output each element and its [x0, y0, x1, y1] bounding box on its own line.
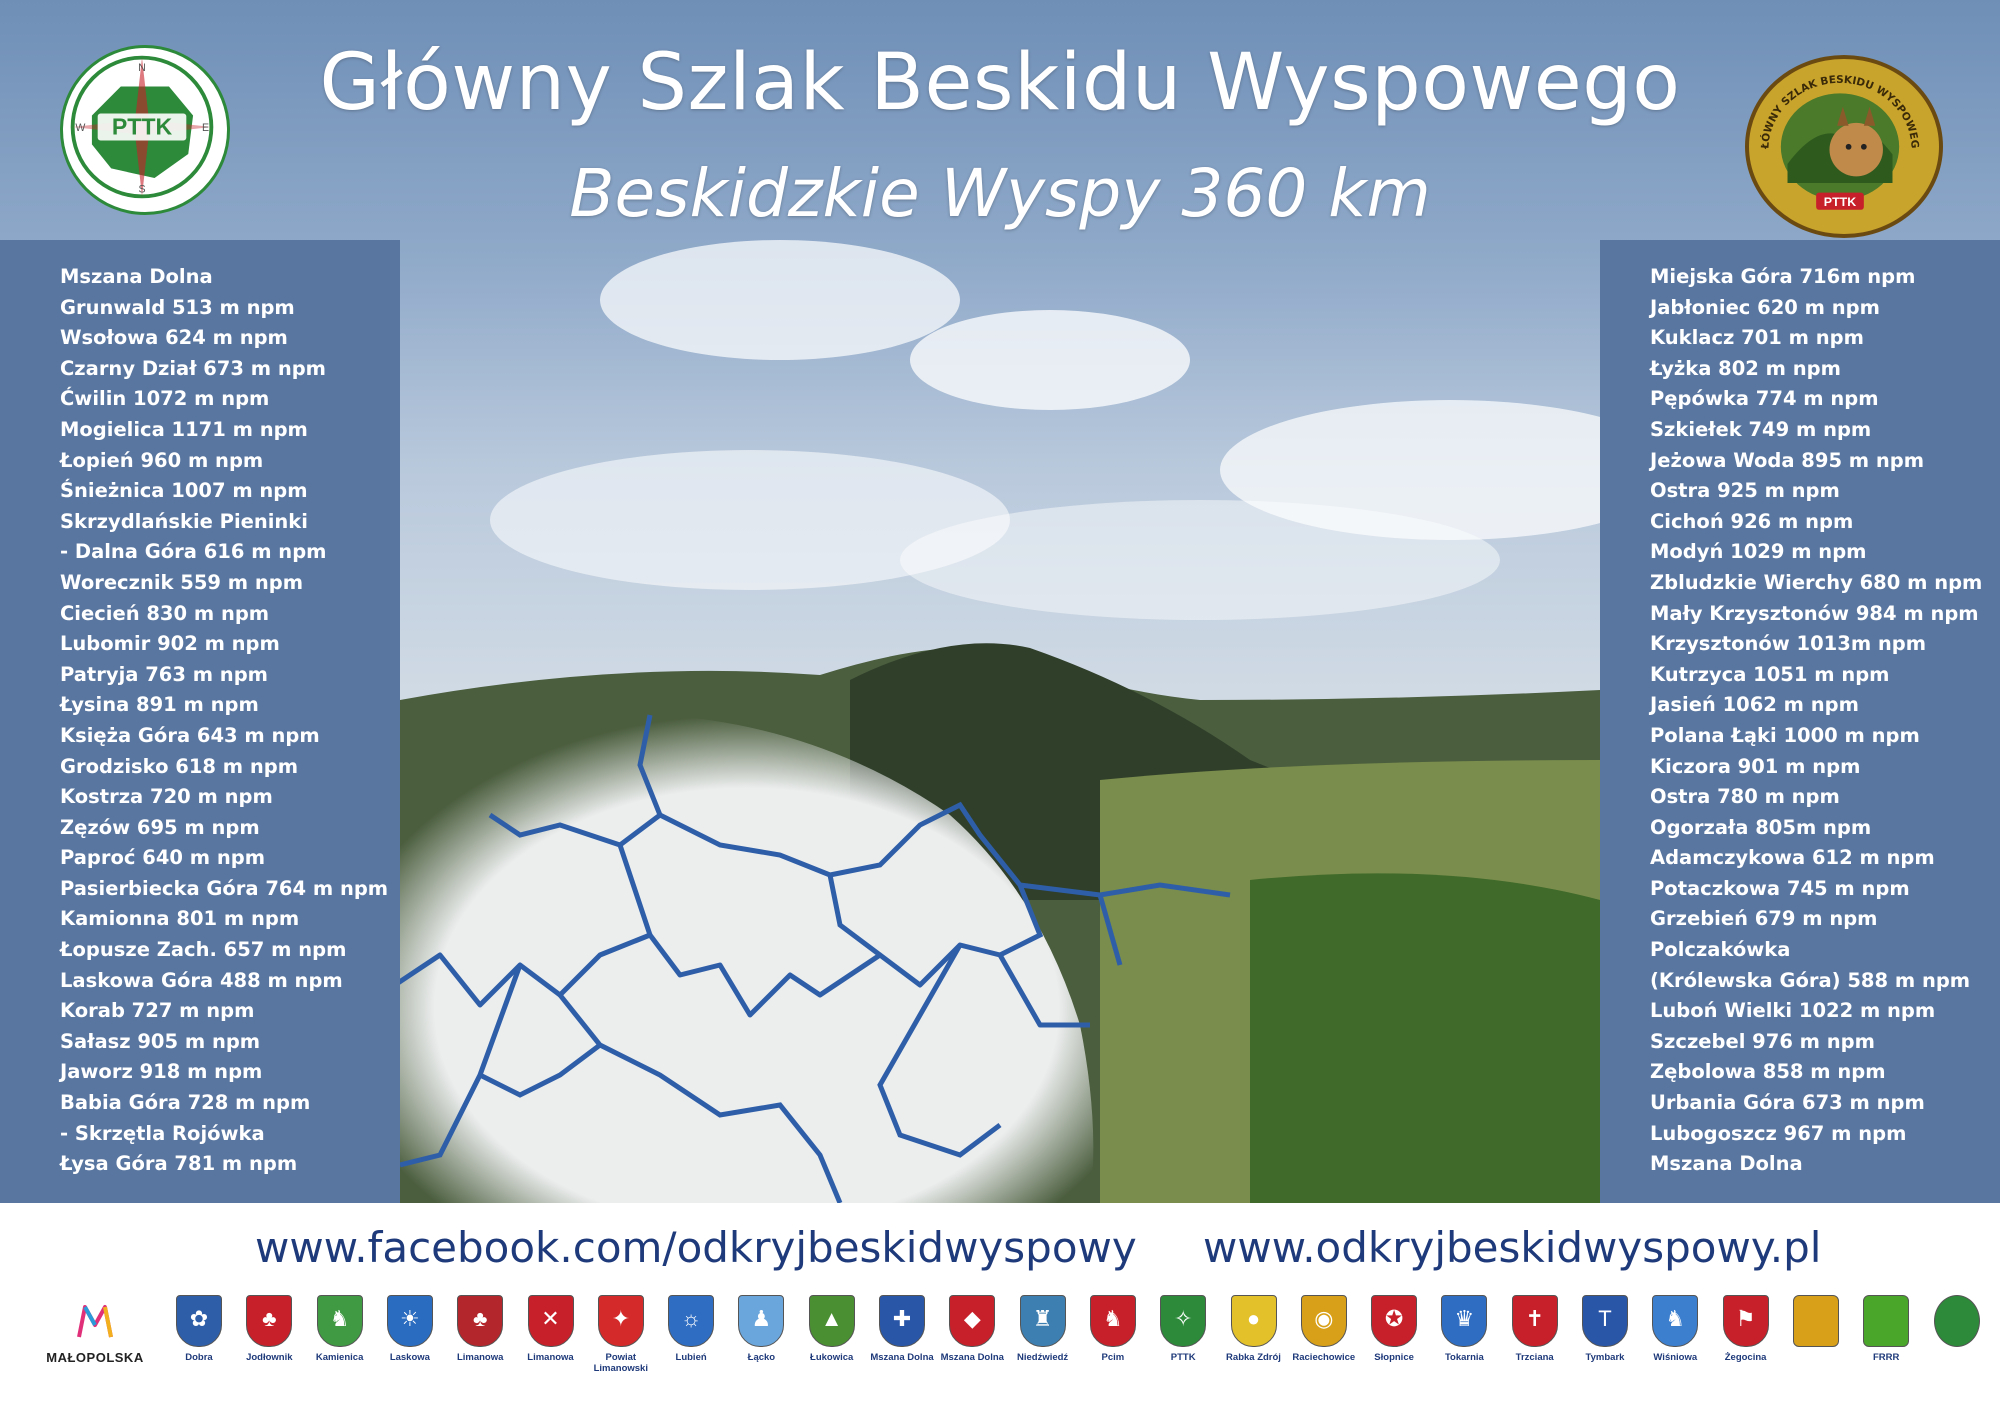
coat-of-arms-icon: [457, 1295, 503, 1347]
left-peak-item: Laskowa Góra 488 m npm: [60, 968, 343, 992]
coat-of-arms-icon: [1652, 1295, 1698, 1347]
crest-name: Łącko: [747, 1352, 776, 1363]
right-peak-item: Kuklacz 701 m npm: [1650, 326, 1864, 350]
crest-name: Mszana Dolna: [870, 1352, 934, 1363]
crest-glyph: ☀: [400, 1306, 420, 1331]
crest-name: Tokarnia: [1444, 1352, 1484, 1363]
coat-of-arms-icon: [1020, 1295, 1066, 1347]
crest-20: [1571, 1295, 1639, 1363]
left-peak-item: Worecznik 559 m npm: [60, 570, 304, 594]
right-peak-item: (Królewska Góra) 588 m npm: [1650, 968, 1971, 992]
crest-glyph: ✿: [189, 1306, 209, 1331]
compass-s: S: [138, 183, 146, 196]
crest-glyph: ✝: [1525, 1306, 1544, 1331]
crest-2: [306, 1295, 374, 1363]
left-peak-item: Kostrza 720 m npm: [60, 785, 273, 809]
left-peak-item: Łysina 891 m npm: [60, 693, 259, 717]
right-peak-item: Polczakówka: [1650, 938, 1791, 962]
crest-18: [1430, 1295, 1498, 1363]
crest-name: Powiat Limanowski: [593, 1352, 648, 1374]
right-peak-item: Pępówka 774 m npm: [1650, 387, 1879, 411]
coat-of-arms-icon: [1441, 1295, 1487, 1347]
crest-glyph: ▲: [820, 1306, 843, 1331]
crest-14: [1149, 1295, 1217, 1363]
crest-glyph: ◆: [963, 1306, 981, 1331]
left-peak-item: Sałasz 905 m npm: [60, 1029, 261, 1053]
coat-of-arms-icon: [246, 1295, 292, 1347]
coat-of-arms-icon: [879, 1295, 925, 1347]
crest-glyph: ♞: [1103, 1306, 1123, 1331]
right-peak-item: Zębolowa 858 m npm: [1650, 1060, 1886, 1084]
coat-of-arms-icon: [1371, 1295, 1417, 1347]
frrr-logo: [1852, 1295, 1920, 1363]
crest-16: [1290, 1295, 1358, 1363]
crests-row: [165, 1295, 1995, 1415]
crest-name: Limanowa: [527, 1352, 574, 1363]
right-peak-item: Grzebień 679 m npm: [1650, 907, 1878, 931]
right-peak-item: Jeżowa Woda 895 m npm: [1650, 448, 1925, 472]
trail-map: [400, 695, 1300, 1203]
right-peak-item: Modyń 1029 m npm: [1650, 540, 1867, 564]
left-peak-item: Korab 727 m npm: [60, 999, 255, 1023]
left-peak-item: Babia Góra 728 m npm: [60, 1091, 311, 1115]
crest-name: Trzciana: [1515, 1352, 1554, 1363]
right-peak-item: Potaczkowa 745 m npm: [1650, 876, 1910, 900]
coat-of-arms-icon: [1723, 1295, 1769, 1347]
right-peak-item: Adamczykowa 612 m npm: [1650, 846, 1935, 870]
coat-of-arms-icon: [387, 1295, 433, 1347]
forest-service-logo-icon: [1934, 1295, 1980, 1347]
left-peak-item: Łopusze Zach. 657 m npm: [60, 938, 347, 962]
badge-bottom-text: PTTK: [1823, 194, 1857, 209]
crest-11: [938, 1295, 1006, 1363]
crest-glyph: ♣: [262, 1306, 277, 1331]
left-peak-item: Grunwald 513 m npm: [60, 295, 295, 319]
coat-of-arms-icon: [668, 1295, 714, 1347]
crest-glyph: ☼: [681, 1306, 702, 1331]
crest-glyph: ✕: [541, 1306, 560, 1331]
left-peak-item: - Skrzętla Rojówka: [60, 1121, 265, 1145]
right-peak-item: Zbludzkie Wierchy 680 m npm: [1650, 570, 1983, 594]
crest-22: [1712, 1295, 1780, 1363]
right-peak-item: Ostra 780 m npm: [1650, 785, 1840, 809]
left-peak-item: Księża Góra 643 m npm: [60, 723, 320, 747]
page-title: Główny Szlak Beskidu Wyspowego: [319, 38, 1681, 128]
right-peak-item: Szkiełek 749 m npm: [1650, 417, 1872, 441]
left-peak-item: Grodzisko 618 m npm: [60, 754, 299, 778]
right-peak-item: Ogorzała 805m npm: [1650, 815, 1872, 839]
crest-glyph: ♞: [1665, 1306, 1686, 1331]
crest-glyph: ✚: [892, 1306, 912, 1331]
left-peak-item: Mszana Dolna: [60, 265, 213, 288]
crest-1: [235, 1295, 303, 1363]
left-peak-item: Jaworz 918 m npm: [60, 1060, 263, 1084]
right-peak-item: Cichoń 926 m npm: [1650, 509, 1854, 533]
crest-name: Tymbark: [1585, 1352, 1625, 1363]
coat-of-arms-icon: [598, 1295, 644, 1347]
crest-name: Żegocina: [1724, 1352, 1767, 1363]
right-peak-item: Kiczora 901 m npm: [1650, 754, 1861, 778]
crest-glyph: ♛: [1454, 1306, 1475, 1331]
right-peaks-list: [1600, 240, 2000, 1180]
right-peak-item: Lubogoszcz 967 m npm: [1650, 1121, 1907, 1145]
compass-n: N: [138, 62, 146, 75]
right-peak-item: Jasień 1062 m npm: [1650, 693, 1859, 717]
crest-name: Słopnice: [1374, 1352, 1414, 1363]
crest-glyph: T: [1598, 1306, 1612, 1331]
left-peak-item: Kamionna 801 m npm: [60, 907, 300, 931]
crest-name: Pcim: [1101, 1352, 1125, 1363]
crest-glyph: ●: [1246, 1306, 1261, 1331]
crest-name: Wiśniowa: [1653, 1352, 1698, 1363]
forest-service-logo: [1923, 1295, 1991, 1352]
coat-of-arms-icon: [1582, 1295, 1628, 1347]
crest-name: Niedźwiedź: [1016, 1352, 1069, 1363]
coat-of-arms-icon: [949, 1295, 995, 1347]
left-peak-item: Lubomir 902 m npm: [60, 632, 280, 656]
compass-icon: [63, 48, 221, 206]
badge-ring-text: ŁÓWNY SZLAK BESKIDU WYSPOWEG: [1759, 73, 1921, 150]
coat-of-arms-icon: [1231, 1295, 1277, 1347]
mountain-badge-logo: [1782, 1295, 1850, 1352]
crest-name: Dobra: [185, 1352, 213, 1363]
crest-15: [1220, 1295, 1288, 1363]
crest-21: [1641, 1295, 1709, 1363]
right-peak-item: Krzysztonów 1013m npm: [1650, 632, 1927, 656]
crest-name: Limanowa: [456, 1352, 504, 1363]
footer-band: [0, 1203, 2000, 1423]
right-peak-item: Ostra 925 m npm: [1650, 479, 1840, 503]
crest-0: [165, 1295, 233, 1363]
right-peak-item: Łyżka 802 m npm: [1650, 356, 1841, 380]
left-peaks-panel: [0, 240, 400, 1203]
right-peak-item: Mszana Dolna: [1650, 1152, 1803, 1176]
mountain-badge-logo-icon: [1793, 1295, 1839, 1347]
left-peak-item: Łysa Góra 781 m npm: [60, 1152, 298, 1176]
crest-name: Kamienica: [315, 1352, 364, 1363]
crest-name: Rabka Zdrój: [1226, 1352, 1281, 1363]
pttk-logo-text: PTTK: [111, 113, 173, 140]
crest-name: PTTK: [1170, 1352, 1196, 1363]
crest-glyph: ✪: [1384, 1306, 1404, 1331]
right-peak-item: Urbania Góra 673 m npm: [1650, 1091, 1925, 1115]
compass-w: W: [75, 121, 86, 134]
crest-name: Mszana Dolna: [940, 1352, 1004, 1363]
malopolska-label: MAŁOPOLSKA: [46, 1350, 144, 1365]
crest-13: [1079, 1295, 1147, 1363]
crest-12: [1009, 1295, 1077, 1363]
pttk-compass-logo: [60, 45, 230, 215]
left-peak-item: Mogielica 1171 m npm: [60, 417, 308, 441]
right-peak-item: Jabłoniec 620 m npm: [1650, 295, 1880, 319]
crest-17: [1360, 1295, 1428, 1363]
coat-of-arms-icon: [738, 1295, 784, 1347]
crest-5: [517, 1295, 585, 1363]
coat-of-arms-icon: [809, 1295, 855, 1347]
website-link[interactable]: www.odkryjbeskidwyspowy.pl: [1203, 1223, 1822, 1272]
coat-of-arms-icon: [1090, 1295, 1136, 1347]
malopolska-icon: [75, 1301, 115, 1341]
crest-name: Lubień: [675, 1352, 707, 1363]
crest-glyph: ✧: [1173, 1306, 1193, 1331]
left-peak-item: Patryja 763 m npm: [60, 662, 268, 686]
crest-glyph: ♣: [472, 1306, 488, 1331]
coat-of-arms-icon: [1301, 1295, 1347, 1347]
crest-8: [727, 1295, 795, 1363]
lynx-icon: [1749, 59, 1931, 226]
malopolska-logo: [40, 1301, 150, 1365]
left-peak-item: Skrzydlańskie Pieninki: [60, 509, 308, 533]
crest-name: Laskowa: [389, 1352, 430, 1363]
left-peak-item: Łopień 960 m npm: [60, 448, 264, 472]
left-peaks-list: [0, 240, 400, 1180]
crest-9: [798, 1295, 866, 1363]
left-peak-item: Śnieżnica 1007 m npm: [60, 479, 308, 503]
right-peak-item: Miejska Góra 716m npm: [1650, 265, 1916, 288]
right-peak-item: Szczebel 976 m npm: [1650, 1029, 1875, 1053]
crest-glyph: ◉: [1314, 1306, 1334, 1331]
right-peak-item: Polana Łąki 1000 m npm: [1650, 723, 1920, 747]
left-peak-item: - Dalna Góra 616 m npm: [60, 540, 327, 564]
crest-7: [657, 1295, 725, 1363]
crest-6: [587, 1295, 655, 1374]
crest-name: Łukowica: [810, 1352, 854, 1363]
crest-glyph: ✦: [611, 1306, 631, 1331]
left-peak-item: Czarny Dział 673 m npm: [60, 356, 326, 380]
coat-of-arms-icon: [176, 1295, 222, 1347]
crest-10: [868, 1295, 936, 1363]
crest-glyph: ♜: [1032, 1306, 1053, 1331]
coat-of-arms-icon: [1160, 1295, 1206, 1347]
left-peak-item: Paproć 640 m npm: [60, 846, 266, 870]
crest-glyph: ♟: [751, 1306, 772, 1331]
right-peaks-panel: [1600, 240, 2000, 1203]
left-peak-item: Ciecień 830 m npm: [60, 601, 270, 625]
page-subtitle: Beskidzkie Wyspy 360 km: [569, 155, 1431, 232]
facebook-link[interactable]: www.facebook.com/odkryjbeskidwyspowy: [255, 1223, 1137, 1272]
crest-glyph: ♞: [329, 1306, 350, 1331]
crest-4: [446, 1295, 514, 1363]
crest-name: Raciechowice: [1292, 1352, 1356, 1363]
coat-of-arms-icon: [1512, 1295, 1558, 1347]
right-peak-item: Kutrzyca 1051 m npm: [1650, 662, 1890, 686]
crest-name: Jodłownik: [246, 1352, 293, 1363]
left-peak-item: Zęzów 695 m npm: [60, 815, 260, 839]
right-peak-item: Luboń Wielki 1022 m npm: [1650, 999, 1936, 1023]
extra-logo-name: FRRR: [1872, 1352, 1900, 1363]
crest-glyph: ⚑: [1735, 1306, 1756, 1331]
coat-of-arms-icon: [528, 1295, 574, 1347]
frrr-logo-icon: [1863, 1295, 1909, 1347]
lynx-badge-logo: [1745, 55, 1943, 238]
left-peak-item: Wsołowa 624 m npm: [60, 326, 288, 350]
crest-19: [1501, 1295, 1569, 1363]
crest-3: [376, 1295, 444, 1363]
coat-of-arms-icon: [317, 1295, 363, 1347]
right-peak-item: Mały Krzysztonów 984 m npm: [1650, 601, 1979, 625]
compass-e: E: [202, 121, 210, 134]
left-peak-item: Ćwilin 1072 m npm: [60, 387, 270, 411]
left-peak-item: Pasierbiecka Góra 764 m npm: [60, 876, 389, 900]
